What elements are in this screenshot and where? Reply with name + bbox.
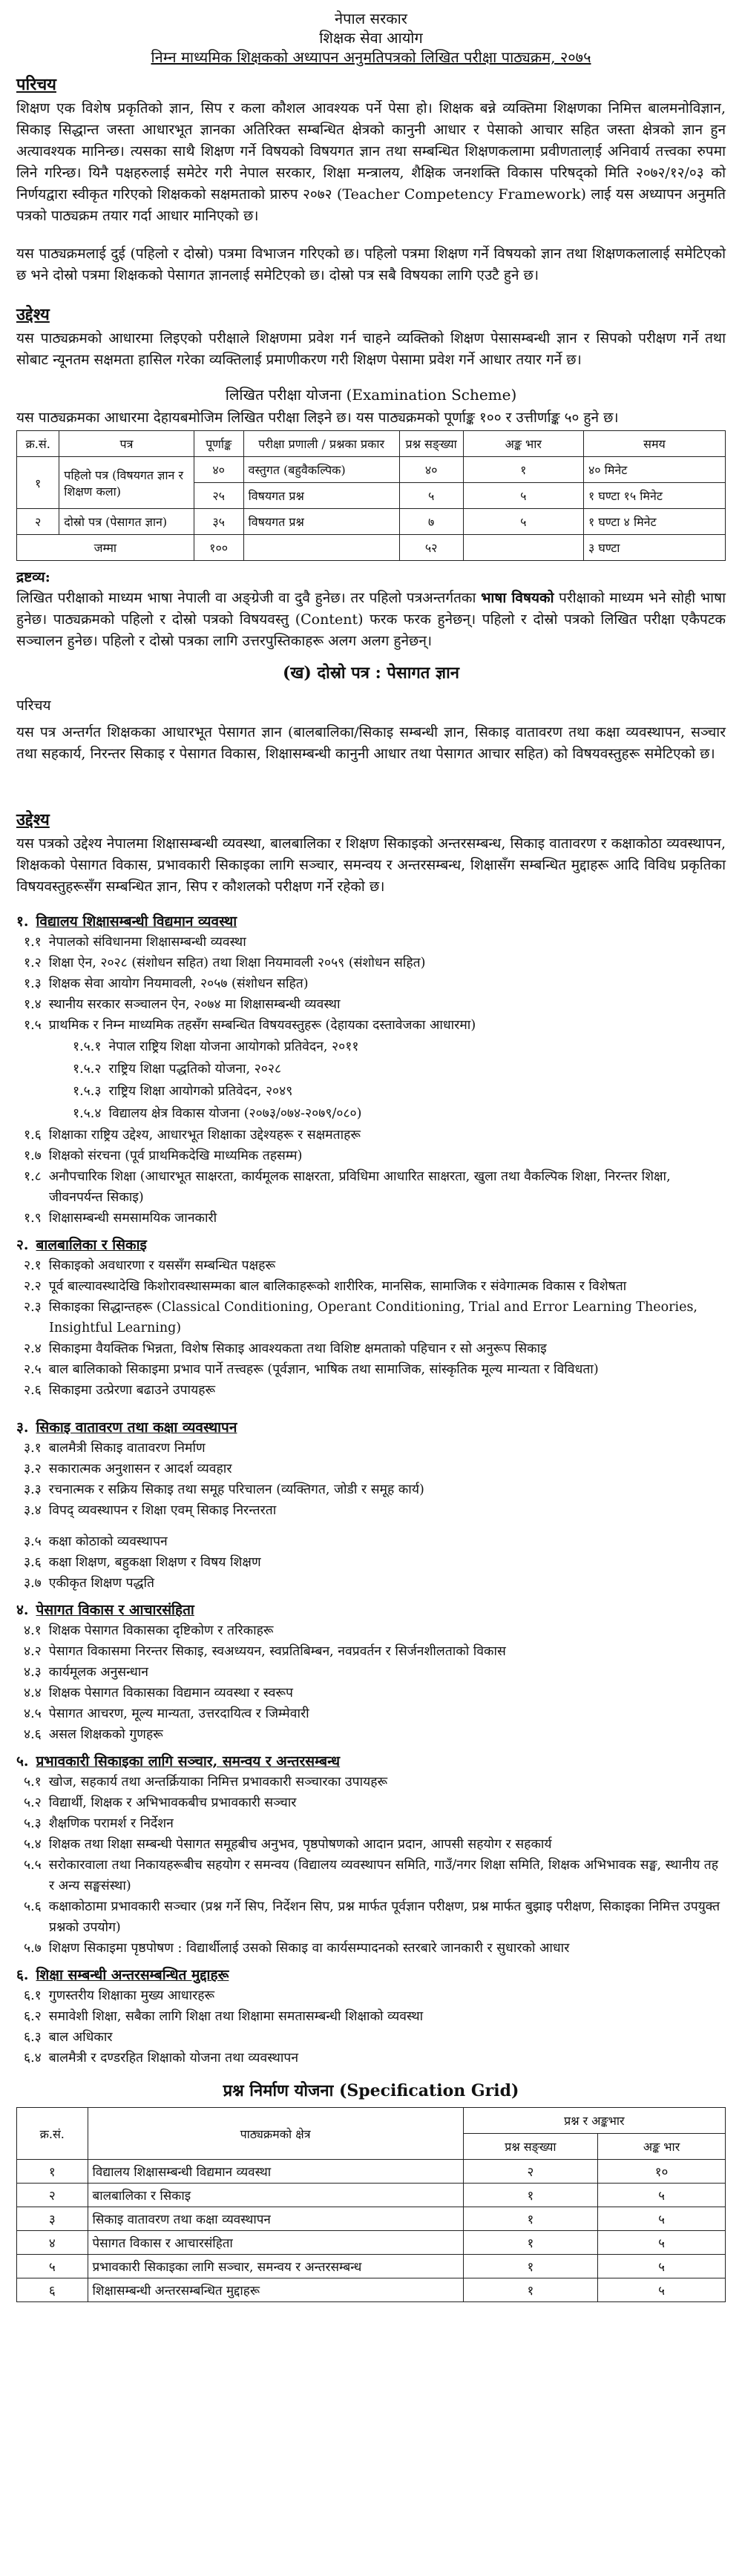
item-number: ३.५ [24, 1534, 42, 1549]
cell-paper: दोस्रो पत्र (पेसागत ज्ञान) [59, 509, 194, 535]
item-text: सिकाइका सिद्धान्तहरू (Classical Conditioning, Operant Conditioning, Trial and Error Learning Theories, Insightful Learning) [48, 1300, 697, 1335]
syllabus-heading [16, 1751, 726, 1772]
item-number: ६.१ [24, 1988, 42, 2003]
total-count: ५२ [399, 535, 463, 561]
list-item [16, 1896, 726, 1938]
grid-cell-area: बालबालिका र सिकाइ [88, 2184, 463, 2207]
item-text: बालमैत्री र दण्डरहित शिक्षाको योजना तथा व्यवस्थापन [48, 2051, 299, 2066]
list-item [16, 1662, 726, 1683]
item-number: १.५ [24, 1018, 42, 1033]
paper2-title: (ख) दोस्रो पत्र : पेसागत ज्ञान [282, 663, 460, 683]
item-text: विद्यालय क्षेत्र विकास योजना (२०७३/०७४-२०७९/०८०) [108, 1106, 362, 1121]
table-row [17, 509, 726, 535]
item-text: रचनात्मक र सक्रिय सिकाइ तथा समूह परिचालन (व्यक्तिगत, जोडी र समूह कार्य) [48, 1482, 424, 1497]
item-text: पेसागत विकास र आचारसंहिता [36, 1602, 194, 1618]
grid-cell-sn: ५ [17, 2255, 88, 2278]
list-item [16, 1380, 726, 1401]
grid-cell-weight: ५ [598, 2278, 726, 2302]
grid-cell-sn: १ [17, 2160, 88, 2184]
grid-cell-sn: ६ [17, 2278, 88, 2302]
item-number: ५.६ [24, 1899, 42, 1914]
list-item [16, 1938, 726, 1959]
grid-cell-sn: ३ [17, 2207, 88, 2231]
list-item [16, 1813, 726, 1834]
item-number: १.५.४ [73, 1106, 102, 1121]
item-number: ५. [16, 1753, 29, 1770]
item-text: बालमैत्री सिकाइ वातावरण निर्माण [48, 1441, 206, 1456]
grid-cell-count: १ [463, 2207, 597, 2231]
cell-sn: १ [17, 457, 59, 509]
cell-sn: २ [17, 509, 59, 535]
col-weight: अङ्क भार [463, 431, 583, 457]
list-item [16, 1500, 726, 1521]
item-number: ३.६ [24, 1555, 42, 1570]
grid-col-area: पाठ्यक्रमको क्षेत्र [88, 2108, 463, 2160]
list-item [16, 1125, 726, 1146]
item-number: १.७ [24, 1149, 42, 1163]
grid-col-weight: अङ्क भार [598, 2134, 726, 2160]
cell-weight: ५ [463, 509, 583, 535]
list-item [16, 1166, 726, 1208]
intro-paragraph-2: यस पाठ्यक्रमलाई दुई (पहिलो र दोस्रो) पत्रमा विभाजन गरिएको छ। पहिलो पत्रमा शिक्षण गर्ने विषयको ज्ञान तथा शिक्षणकलालाई समेटिएको छ भने दोस्रो पत्रमा शिक्षकको पेसागत ज्ञानलाई समेटिएको छ। दोस्रो पत्र सबै विषयका लागि एउटै हुने छ। [16, 246, 726, 283]
table-row [17, 457, 726, 483]
item-text: असल शिक्षकको गुणहरू [48, 1727, 163, 1742]
item-text: शिक्षक सेवा आयोग नियमावली, २०५७ (संशोधन सहित) [48, 976, 309, 991]
objective-paragraph: यस पाठ्यक्रमको आधारमा लिइएको परीक्षाले शिक्षणमा प्रवेश गर्न चाहने व्यक्तिको शिक्षण पेसासम्बन्धी ज्ञान र सिपको परीक्षण गर्ने तथा सोबाट न्यूनतम सक्षमता हासिल गरेका व्यक्तिलाई प्रमाणीकरण गरी शिक्षण पेसामा प्रवेश गर्ने आधार तयार गर्ने छ। [16, 330, 726, 368]
list-item [16, 1855, 726, 1896]
grid-col-count: प्रश्न सङ्ख्या [463, 2134, 597, 2160]
item-text: खोज, सहकार्य तथा अन्तर्क्रियाका निमित्त प्रभावकारी सञ्चारका उपायहरू [48, 1775, 388, 1790]
cell-count: ५ [399, 483, 463, 509]
item-number: ५.१ [24, 1775, 42, 1790]
list-item [16, 1620, 726, 1641]
list-item [16, 973, 726, 994]
intro-heading: परिचय [16, 75, 56, 94]
item-number: २.३ [24, 1300, 42, 1315]
syllabus-heading [16, 1600, 726, 1620]
cell-type: वस्तुगत (बहुवैकल्पिक) [243, 457, 399, 483]
syllabus-heading [16, 1235, 726, 1255]
item-text: शैक्षणिक परामर्श र निर्देशन [48, 1816, 174, 1831]
item-text: शिक्षण सिकाइमा पृष्ठपोषण : विद्यार्थीलाई उसको सिकाइ वा कार्यसम्पादनको स्तरबारे जानकारी र सुधारको आधार [48, 1941, 570, 1956]
item-number: १.५.३ [73, 1084, 102, 1099]
item-number: ६.४ [24, 2051, 42, 2066]
paper2-intro-heading: परिचय [16, 697, 51, 714]
paper2-intro-paragraph: यस पत्र अन्तर्गत शिक्षकका आधारभूत पेसागत ज्ञान (बालबालिका/सिकाइ सम्बन्धी ज्ञान, सिकाइ वातावरण तथा कक्षा व्यवस्थापन, सञ्चार तथा सहकार्य, निरन्तर सिकाइ र पेसागत विकास, शिक्षासम्बन्धी कानुनी आधार तथा पेसागत आचार सहित) को विषयवस्तुहरू समेटिएको छ। [16, 724, 726, 762]
list-item [16, 1703, 726, 1724]
item-text: बालबालिका र सिकाइ [36, 1237, 147, 1253]
list-item [16, 1080, 726, 1103]
item-number: ३.४ [24, 1503, 42, 1518]
total-time: ३ घण्टा [583, 535, 725, 561]
item-text: बाल अधिकार [48, 2030, 113, 2045]
item-text: विद्यार्थी, शिक्षक र अभिभावकबीच प्रभावकारी सञ्चार [48, 1795, 297, 1810]
cell-type: विषयगत प्रश्न [243, 509, 399, 535]
grid-col-group: प्रश्न र अङ्कभार [463, 2108, 725, 2134]
total-label: जम्मा [17, 535, 194, 561]
item-number: ४.६ [24, 1727, 42, 1742]
item-number: ४.४ [24, 1686, 42, 1701]
item-number: ३.२ [24, 1462, 42, 1476]
list-item [16, 953, 726, 973]
list-item [16, 1724, 726, 1745]
item-text: सिकाइ वातावरण तथा कक्षा व्यवस्थापन [36, 1419, 237, 1436]
item-text: विद्यालय शिक्षासम्बन्धी विद्यमान व्यवस्था [36, 913, 237, 930]
item-text: नेपाल राष्ट्रिय शिक्षा योजना आयोगको प्रतिवेदन, २०११ [108, 1039, 359, 1054]
item-text: पेसागत आचरण, मूल्य मान्यता, उत्तरदायित्व र जिम्मेवारी [48, 1706, 309, 1721]
scheme-title: लिखित परीक्षा योजना (Examination Scheme) [225, 386, 517, 404]
list-item [16, 1015, 726, 1036]
item-number: ५.३ [24, 1816, 42, 1831]
list-item [16, 1459, 726, 1479]
item-text: शिक्षक पेसागत विकासका विद्यमान व्यवस्था र स्वरूप [48, 1686, 293, 1701]
government-header [16, 9, 726, 67]
cell-marks: ४० [194, 457, 243, 483]
list-item [16, 1479, 726, 1500]
col-sn: क्र.सं. [17, 431, 59, 457]
item-text: शिक्षको संरचना (पूर्व प्राथमिकदेखि माध्यमिक तहसम्म) [48, 1149, 303, 1163]
cell-marks: ३५ [194, 509, 243, 535]
note-paragraph: लिखित परीक्षाको माध्यम भाषा नेपाली वा अङ्ग्रेजी वा दुवै हुनेछ। तर पहिलो पत्रअन्तर्गतका भाषा विषयको परीक्षाको माध्यम भने सोही भाषा हुनेछ। पाठ्यक्रमको पहिलो र दोस्रो पत्रको विषयवस्तु (Content) फरक फरक हुनेछन्। पहिलो र दोस्रो पत्रको लिखित परीक्षा एकैपटक सञ्चालन हुनेछ। पहिलो र दोस्रो पत्रका लागि उत्तरपुस्तिकाहरू अलग अलग हुनेछन्। [16, 590, 726, 649]
col-marks: पूर्णाङ्क [194, 431, 243, 457]
objective-heading: उद्देश्य [16, 305, 50, 324]
cell-weight: ५ [463, 483, 583, 509]
item-number: ६. [16, 1967, 29, 1983]
item-text: प्रभावकारी सिकाइका लागि सञ्चार, समन्वय र अन्तरसम्बन्ध [36, 1753, 341, 1770]
syllabus-heading [16, 1417, 726, 1438]
item-number: १.८ [24, 1169, 42, 1184]
list-item [16, 1834, 726, 1855]
grid-cell-sn: ४ [17, 2231, 88, 2255]
grid-col-sn: क्र.सं. [17, 2108, 88, 2160]
col-type: परीक्षा प्रणाली / प्रश्नका प्रकार [243, 431, 399, 457]
list-spacer [16, 1401, 726, 1411]
item-number: ३.७ [24, 1576, 42, 1591]
grid-body [17, 2160, 726, 2302]
col-paper: पत्र [59, 431, 194, 457]
grid-cell-count: १ [463, 2231, 597, 2255]
col-count: प्रश्न सङ्ख्या [399, 431, 463, 457]
item-text: राष्ट्रिय शिक्षा पद्धतिको योजना, २०२८ [108, 1062, 282, 1077]
syllabus-heading [16, 911, 726, 932]
item-number: ४.३ [24, 1665, 42, 1680]
item-text: स्थानीय सरकार सञ्चालन ऐन, २०७४ मा शिक्षासम्बन्धी व्यवस्था [48, 997, 341, 1012]
table-row [17, 2160, 726, 2184]
list-item [16, 1683, 726, 1703]
item-number: ५.२ [24, 1795, 42, 1810]
grid-cell-weight: ५ [598, 2184, 726, 2207]
list-item [16, 1573, 726, 1594]
table-row [17, 2231, 726, 2255]
cell-count: ४० [399, 457, 463, 483]
list-item [16, 1359, 726, 1380]
list-item [16, 1255, 726, 1276]
syllabus-list [16, 911, 726, 2069]
item-text: सिकाइमा उत्प्रेरणा बढाउने उपायहरू [48, 1383, 216, 1398]
list-item [16, 2027, 726, 2048]
cell-paper: पहिलो पत्र (विषयगत ज्ञान र शिक्षण कला) [59, 457, 194, 509]
item-text: सिकाइमा वैयक्तिक भिन्नता, विशेष सिकाइ आवश्यकता तथा विशिष्ट क्षमताको पहिचान र सो अनुरूप सिकाइ [48, 1341, 547, 1356]
item-number: ६.२ [24, 2009, 42, 2024]
grid-cell-count: २ [463, 2160, 597, 2184]
item-text: कक्षा कोठाको व्यवस्थापन [48, 1534, 168, 1549]
item-text: एकीकृत शिक्षण पद्धति [48, 1576, 155, 1591]
grid-cell-count: १ [463, 2184, 597, 2207]
cell-time: १ घण्टा ४ मिनेट [583, 509, 725, 535]
item-number: २. [16, 1237, 29, 1253]
grid-cell-area: शिक्षासम्बन्धी अन्तरसम्बन्धित मुद्दाहरू [88, 2278, 463, 2302]
item-number: ५.४ [24, 1837, 42, 1852]
grid-cell-weight: ५ [598, 2255, 726, 2278]
header-line-1: नेपाल सरकार [335, 10, 407, 27]
item-text: पेसागत विकासमा निरन्तर सिकाइ, स्वअध्ययन, स्वप्रतिबिम्बन, नवप्रवर्तन र सिर्जनशीलताको विकास [48, 1644, 506, 1659]
list-item [16, 1146, 726, 1166]
item-text: कार्यमूलक अनुसन्धान [48, 1665, 148, 1680]
item-text: शिक्षासम्बन्धी समसामयिक जानकारी [48, 1211, 217, 1226]
list-item [16, 1438, 726, 1459]
item-text: सिकाइको अवधारणा र यससँग सम्बन्धित पक्षहरू [48, 1258, 276, 1273]
list-item [16, 1531, 726, 1552]
item-number: १.३ [24, 976, 42, 991]
cell-weight: १ [463, 457, 583, 483]
list-item [16, 1058, 726, 1080]
grid-cell-sn: २ [17, 2184, 88, 2207]
table-row [17, 2184, 726, 2207]
item-text: पूर्व बाल्यावस्थादेखि किशोरावस्थासम्मका बाल बालिकाहरूको शारीरिक, मानसिक, सामाजिक र संवेगात्मक विकास र विशेषता [48, 1279, 627, 1294]
list-item [16, 1036, 726, 1058]
grid-cell-area: विद्यालय शिक्षासम्बन्धी विद्यमान व्यवस्था [88, 2160, 463, 2184]
cell-count: ७ [399, 509, 463, 535]
cell-type: विषयगत प्रश्न [243, 483, 399, 509]
list-item [16, 1338, 726, 1359]
list-item [16, 1772, 726, 1793]
item-number: १.१ [24, 935, 42, 950]
item-number: १.४ [24, 997, 42, 1012]
item-text: सरोकारवाला तथा निकायहरूबीच सहयोग र समन्वय (विद्यालय व्यवस्थापन समिति, गाउँ/नगर शिक्षा समिति, शिक्षक अभिभावक सङ्घ, स्थानीय तह र अन्य सङ्घसंस्था) [48, 1858, 719, 1893]
item-text: गुणस्तरीय शिक्षाका मुख्य आधारहरू [48, 1988, 215, 2003]
grid-cell-area: सिकाइ वातावरण तथा कक्षा व्यवस्थापन [88, 2207, 463, 2231]
item-number: १.५.१ [73, 1039, 102, 1054]
item-text: कक्षा शिक्षण, बहुकक्षा शिक्षण र विषय शिक्षण [48, 1555, 261, 1570]
table-row [17, 2255, 726, 2278]
item-number: १. [16, 913, 29, 930]
table-header-row [17, 431, 726, 457]
paper2-objective-heading: उद्देश्य [16, 810, 50, 829]
item-number: ४.५ [24, 1706, 42, 1721]
table-row [17, 2207, 726, 2231]
item-text: राष्ट्रिय शिक्षा आयोगको प्रतिवेदन, २०४९ [108, 1084, 293, 1099]
item-number: ४. [16, 1602, 29, 1618]
item-number: २.४ [24, 1341, 42, 1356]
item-number: २.१ [24, 1258, 42, 1273]
specification-grid-table [16, 2107, 726, 2302]
intro-paragraph-1: शिक्षण एक विशेष प्रकृतिको ज्ञान, सिप र कला कौशल आवश्यक पर्ने पेसा हो। शिक्षक बन्ने व्यक्तिमा शिक्षणका निमित्त बालमनोविज्ञान, सिकाइ सिद्धान्त जस्ता आधारभूत ज्ञानका अतिरिक्त सम्बन्धित क्षेत्रको कानुनी आधार र पेसाको आचार सहित जस्ता क्षेत्रको ज्ञान हुन अत्यावश्यक मानिन्छ। त्यसका साथै शिक्षण गर्ने विषयको विषयगत ज्ञान तथा सम्बन्धित शिक्षणकलामा प्रवीणताला़ई अनिवार्य तत्त्वका रुपमा लिने गरिन्छ। यिनै पक्षहरुलाई समेटेर गरी नेपाल सरकार, शिक्षा मन्त्रालय, शैक्षिक जनशक्ति विकास परिषद्को मिति २०७२/१२/०३ को निर्णयद्वारा स्वीकृत गरिएको शिक्षकको सक्षमताको प्रारुप २०७२ (Teacher Competency Framework) लाई यस अध्यापन अनुमति पत्रको पाठ्यक्रम तयार गर्दा आधार मानिएको छ। [16, 100, 726, 224]
item-number: ३. [16, 1419, 29, 1436]
grid-cell-weight: ५ [598, 2207, 726, 2231]
item-number: १.२ [24, 956, 42, 970]
exam-scheme-table [16, 430, 726, 561]
list-item [16, 1208, 726, 1229]
list-spacer [16, 1521, 726, 1531]
item-number: २.६ [24, 1383, 42, 1398]
table-total-row [17, 535, 726, 561]
item-number: ३.१ [24, 1441, 42, 1456]
grid-cell-area: पेसागत विकास र आचारसंहिता [88, 2231, 463, 2255]
total-marks: १०० [194, 535, 243, 561]
item-text: अनौपचारिक शिक्षा (आधारभूत साक्षरता, कार्यमूलक साक्षरता, प्रविधिमा आधारित साक्षरता, खुला तथा वैकल्पिक शिक्षा, निरन्तर शिक्षा, जीवनपर्यन्त सिकाइ) [48, 1169, 671, 1205]
list-item [16, 2006, 726, 2027]
grid-title: प्रश्न निर्माण योजना (Specification Grid) [223, 2081, 519, 2100]
item-number: १.५.२ [73, 1062, 102, 1077]
syllabus-heading [16, 1965, 726, 1985]
note-heading: द्रष्टव्य: [16, 569, 50, 585]
list-item [16, 1103, 726, 1125]
list-item [16, 2048, 726, 2069]
grid-cell-weight: ५ [598, 2231, 726, 2255]
item-text: कक्षाकोठामा प्रभावकारी सञ्चार (प्रश्न गर्ने सिप, निर्देशन सिप, प्रश्न मार्फत पूर्वज्ञान परीक्षण, प्रश्न मार्फत बुझाइ परीक्षण, सिकाइका निमित्त उपयुक्त प्रश्नको उपयोग) [48, 1899, 720, 1935]
item-text: शिक्षा ऐन, २०२८ (संशोधन सहित) तथा शिक्षा नियमावली २०५९ (संशोधन सहित) [48, 956, 426, 970]
table-row [17, 2278, 726, 2302]
item-number: १.६ [24, 1128, 42, 1143]
item-number: १.९ [24, 1211, 42, 1226]
item-text: प्राथमिक र निम्न माध्यमिक तहसँग सम्बन्धित विषयवस्तुहरू (देहायका दस्तावेजका आधारमा) [48, 1018, 476, 1033]
item-text: शिक्षा सम्बन्धी अन्तरसम्बन्धित मुद्दाहरू [36, 1967, 229, 1983]
item-text: शिक्षक तथा शिक्षा सम्बन्धी पेसागत समूहबीच अनुभव, पृष्ठपोषणको आदान प्रदान, आपसी सहयोग र सहकार्य [48, 1837, 552, 1852]
paper2-objective-paragraph: यस पत्रको उद्देश्य नेपालमा शिक्षासम्बन्धी व्यवस्था, बालबालिका र शिक्षण सिकाइको अन्तरसम्बन्ध, सिकाइ वातावरण र कक्षाकोठा व्यवस्थापन, शिक्षकको पेसागत विकास, प्रभावकारी सिकाइका लागि सञ्चार, समन्वय र अन्तरसम्बन्ध, शिक्षासँग सम्बन्धित मुद्दाहरू आदि विविध प्रकृतिका विषयवस्तुहरूसँग सम्बन्धित ज्ञान, सिप र कौशलको परीक्षण गर्ने रहेको छ। [16, 835, 726, 895]
grid-cell-count: १ [463, 2278, 597, 2302]
header-line-2: शिक्षक सेवा आयोग [319, 29, 423, 47]
item-text: नेपालको संविधानमा शिक्षासम्बन्धी व्यवस्था [48, 935, 246, 950]
list-item [16, 1276, 726, 1297]
cell-time: १ घण्टा १५ मिनेट [583, 483, 725, 509]
list-item [16, 1641, 726, 1662]
item-number: २.२ [24, 1279, 42, 1294]
list-item [16, 1985, 726, 2006]
item-text: शिक्षक पेसागत विकासका दृष्टिकोण र तरिकाहरू [48, 1623, 274, 1638]
scheme-intro: यस पाठ्यक्रमका आधारमा देहायबमोजिम लिखित परीक्षा लिइने छ। यस पाठ्यक्रमको पूर्णाङ्क १०० र उत्तीर्णाङ्क ५० हुने छ। [16, 410, 619, 426]
cell-marks: २५ [194, 483, 243, 509]
item-text: शिक्षाका राष्ट्रिय उद्देश्य, आधारभूत शिक्षाका उद्देश्यहरू र सक्षमताहरू [48, 1128, 361, 1143]
item-text: समावेशी शिक्षा, सबैका लागि शिक्षा तथा शिक्षामा समतासम्बन्धी शिक्षाको व्यवस्था [48, 2009, 424, 2024]
cell-time: ४० मिनेट [583, 457, 725, 483]
item-text: बाल बालिकाको सिकाइमा प्रभाव पार्ने तत्त्वहरू (पूर्वज्ञान, भाषिक तथा सामाजिक, सांस्कृतिक मूल्य मान्यता र विविधता) [48, 1362, 599, 1377]
list-item [16, 932, 726, 953]
list-item [16, 1297, 726, 1338]
item-text: सकारात्मक अनुशासन र आदर्श व्यवहार [48, 1462, 232, 1476]
grid-cell-weight: १० [598, 2160, 726, 2184]
item-number: २.५ [24, 1362, 42, 1377]
list-item [16, 1793, 726, 1813]
item-number: ४.२ [24, 1644, 42, 1659]
grid-cell-area: प्रभावकारी सिकाइका लागि सञ्चार, समन्वय र अन्तरसम्बन्ध [88, 2255, 463, 2278]
item-number: ५.५ [24, 1858, 42, 1873]
col-time: समय [583, 431, 725, 457]
item-number: ३.३ [24, 1482, 42, 1497]
grid-cell-count: १ [463, 2255, 597, 2278]
item-number: ४.१ [24, 1623, 42, 1638]
list-item [16, 1552, 726, 1573]
list-item [16, 994, 726, 1015]
item-number: ६.३ [24, 2030, 42, 2045]
item-text: विपद् व्यवस्थापन र शिक्षा एवम् सिकाइ निरन्तरता [48, 1503, 277, 1518]
header-line-3: निम्न माध्यमिक शिक्षकको अध्यापन अनुमतिपत्रको लिखित परीक्षा पाठ्यक्रम, २०७५ [151, 48, 591, 66]
item-number: ५.७ [24, 1941, 42, 1956]
